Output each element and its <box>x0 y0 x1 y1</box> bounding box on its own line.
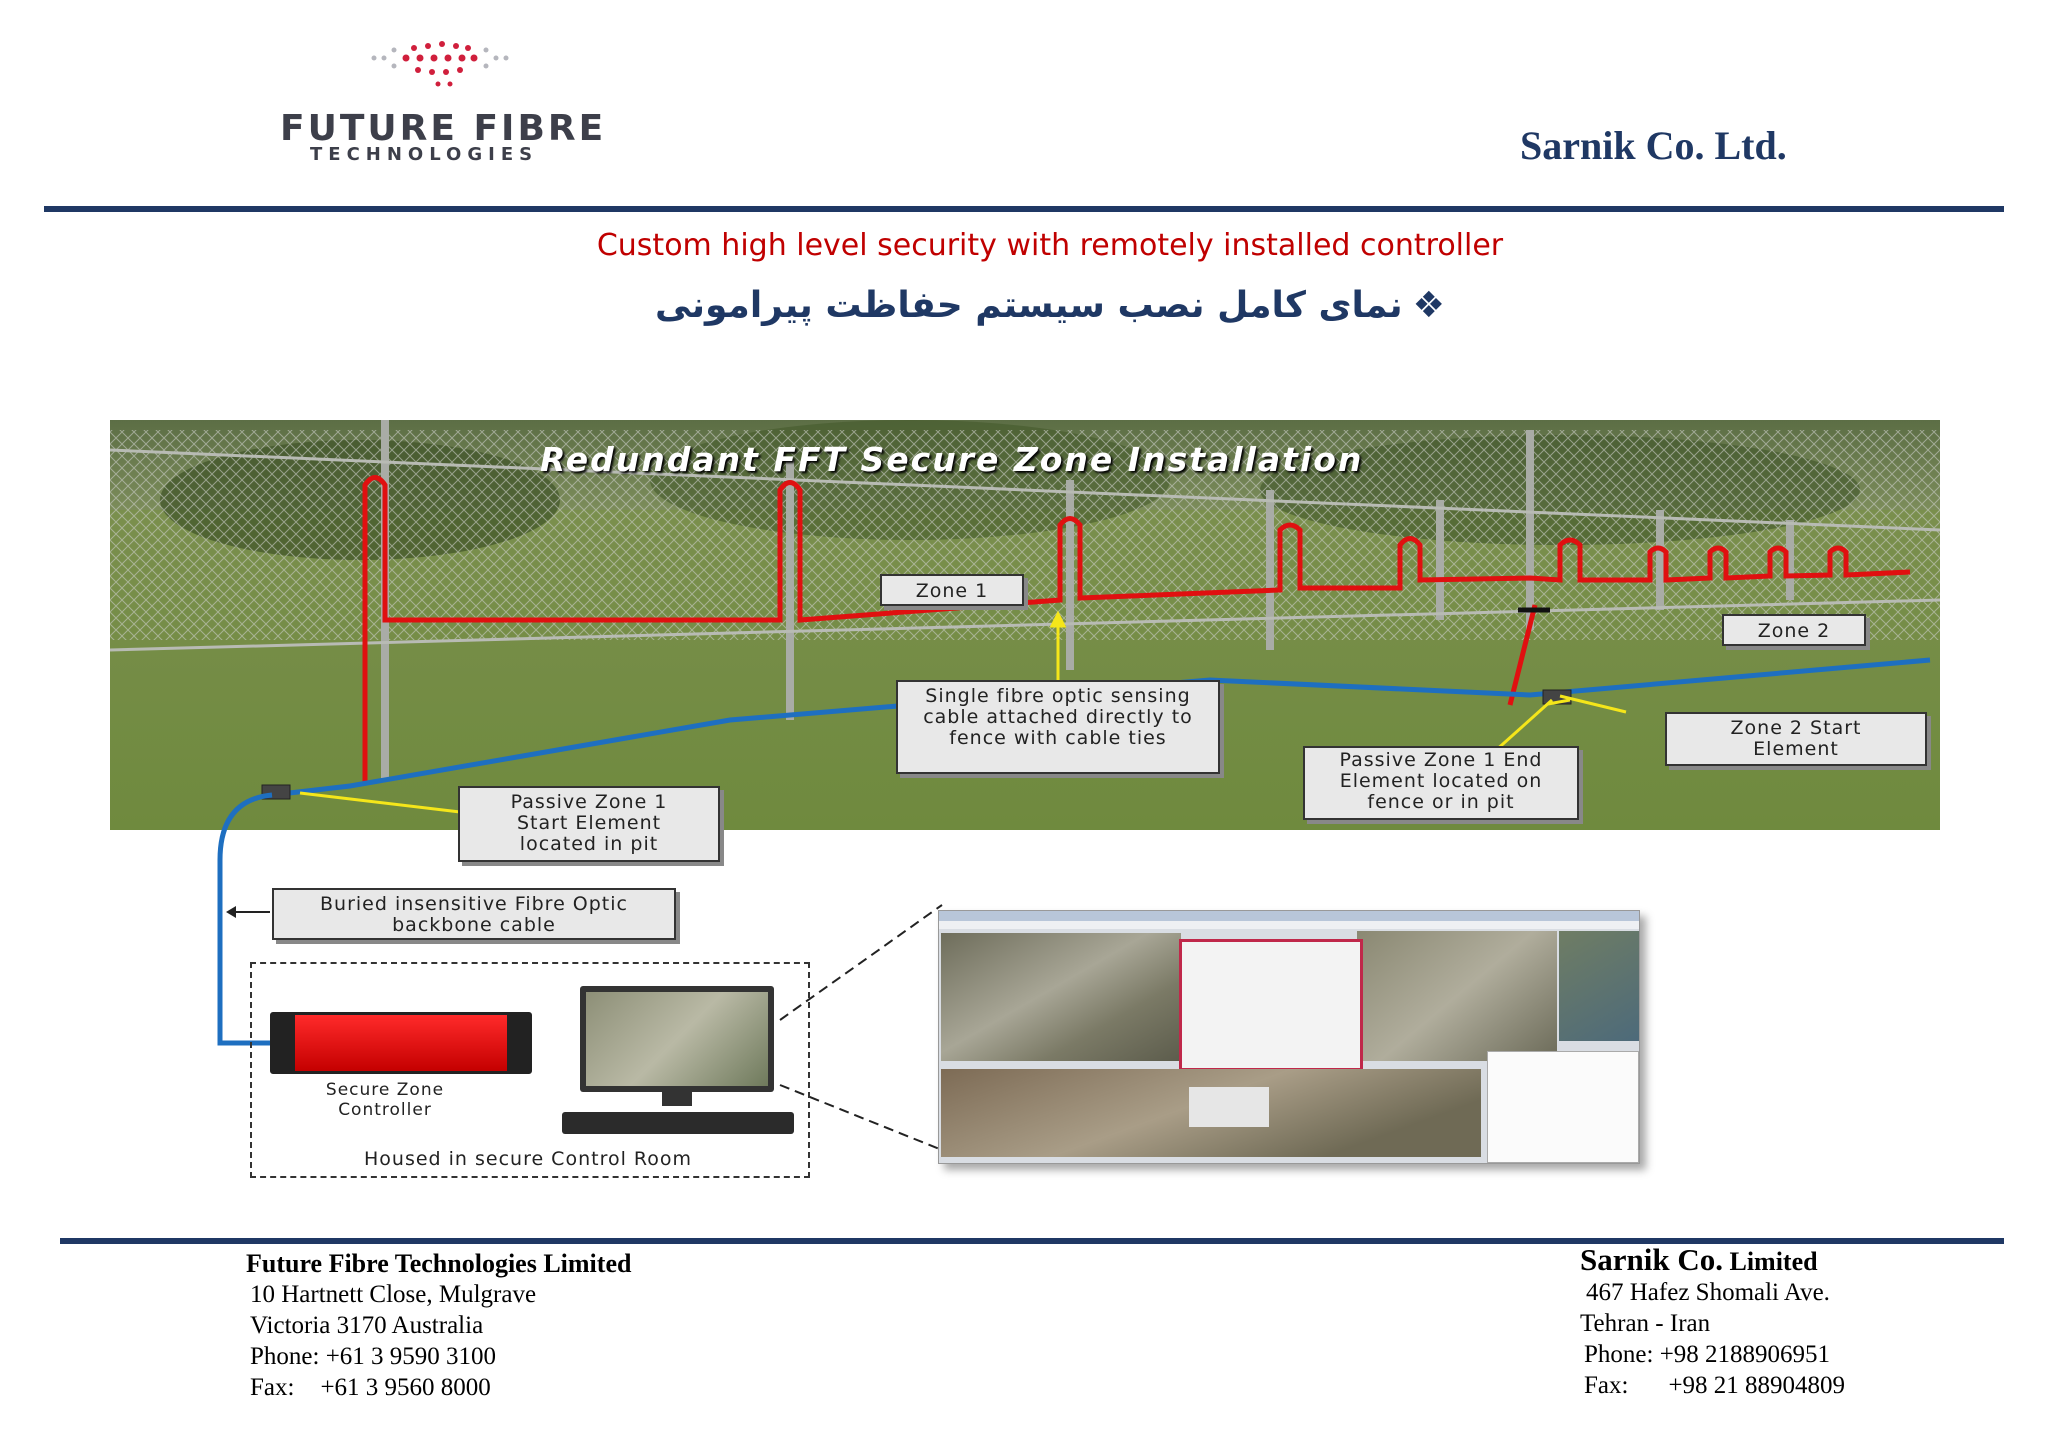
zone1-label: Zone 1 <box>880 574 1024 606</box>
logo-subtitle: TECHNOLOGIES <box>310 144 539 165</box>
computer-monitor-icon <box>580 986 774 1126</box>
controller-label: Secure Zone Controller <box>325 1080 445 1120</box>
controller-unit <box>270 1012 532 1074</box>
subtitle-persian-text: نمای کامل نصب سیستم حفاظت پیرامونی <box>655 285 1403 326</box>
footer-left <box>246 1248 946 1403</box>
zone2-start-callout: Zone 2 Start Element <box>1665 712 1927 766</box>
keyboard-icon <box>562 1112 794 1134</box>
footer-right-address1: 467 Hafez Shomali Ave. <box>1586 1279 1830 1306</box>
passive-end-callout: Passive Zone 1 End Element located on fence or in pit <box>1303 746 1579 820</box>
subtitle-english: Custom high level security with remotely installed controller <box>596 228 1504 263</box>
footer-right-company-suffix: Limited <box>1729 1247 1818 1276</box>
footer-right-address2: Tehran - Iran <box>1580 1310 1711 1337</box>
footer-left-company: Future Fibre Technologies Limited <box>246 1249 632 1278</box>
logo-wordmark: FUTURE FIBRE <box>280 108 607 149</box>
alarm-dialog <box>1179 939 1363 1071</box>
footer-left-address1: 10 Hartnett Close, Mulgrave <box>250 1281 537 1308</box>
footer-left-fax <box>250 1372 946 1403</box>
footer-right-phone: Phone: +98 2188906951 <box>1584 1341 1831 1368</box>
control-room-label: Housed in secure Control Room <box>363 1148 693 1170</box>
footer-left-fax-number: +61 3 9560 8000 <box>320 1374 491 1401</box>
footer-right-fax-number: +98 21 88904809 <box>1668 1372 1846 1399</box>
diagram-title: Redundant FFT Secure Zone Installation <box>540 440 1364 479</box>
header-company-name: Sarnik Co. Ltd. <box>1520 123 1787 168</box>
passive-start-callout: Passive Zone 1 Start Element located in pit <box>458 786 720 862</box>
footer-right-company: Sarnik Co. <box>1580 1242 1723 1277</box>
footer-left-phone: Phone: +61 3 9590 3100 <box>250 1343 497 1370</box>
footer-left-fax-label: Fax: <box>250 1374 295 1401</box>
event-list-pane <box>1487 1051 1639 1163</box>
footer-left-address2: Victoria 3170 Australia <box>250 1312 484 1339</box>
map-pane-left <box>941 933 1181 1061</box>
buried-cable-callout: Buried insensitive Fibre Optic backbone cable <box>272 888 676 940</box>
single-fibre-callout: Single fibre optic sensing cable attached directly to fence with cable ties <box>896 680 1220 774</box>
footer-right-fax-label: Fax: <box>1584 1372 1629 1399</box>
bullet-icon: ❖ <box>1412 285 1445 326</box>
footer-right <box>1580 1244 2000 1401</box>
map-pane-right <box>1357 931 1557 1061</box>
zone2-label: Zone 2 <box>1722 614 1866 646</box>
software-screenshot <box>938 910 1640 1164</box>
